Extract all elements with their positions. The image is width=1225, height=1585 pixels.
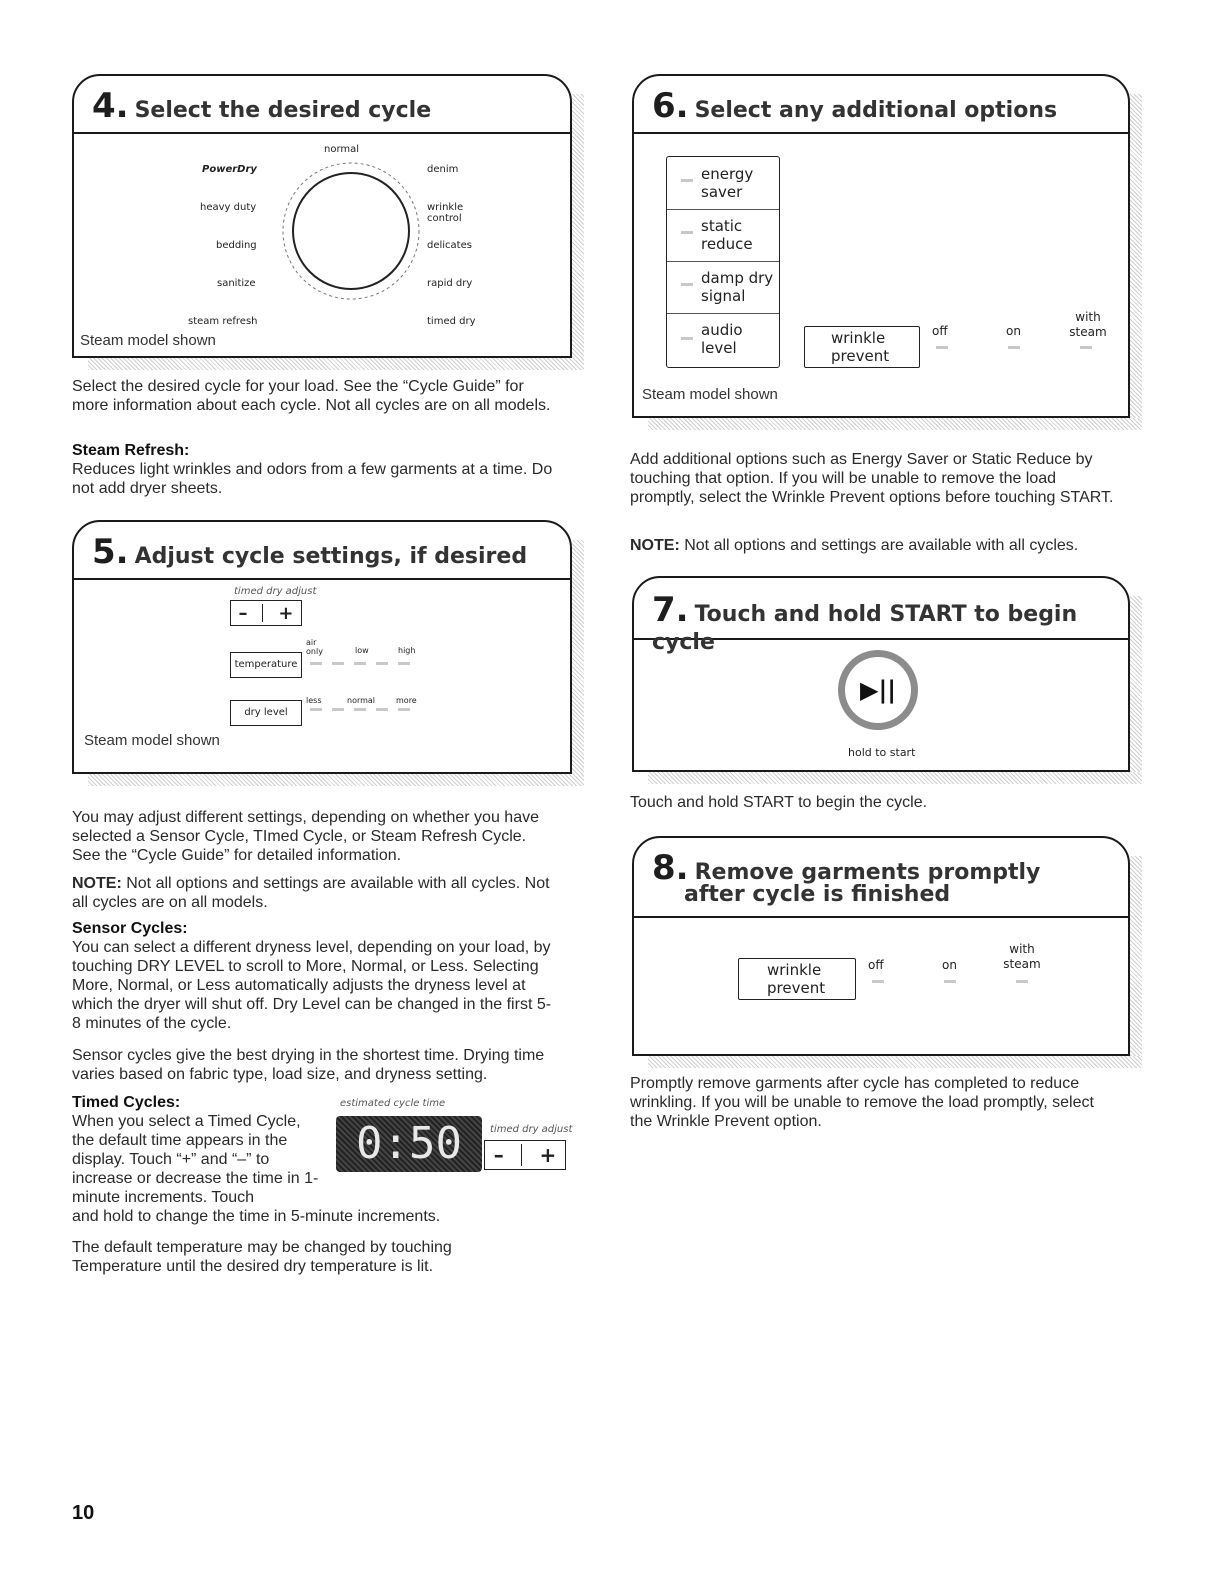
wrinkle-with-steam: with steam	[1069, 310, 1107, 339]
step-8-illustration	[634, 918, 1128, 1054]
step-7-header	[634, 578, 1128, 655]
steam-refresh-text: Reduces light wrinkles and odors from a few garments at a time. Do not add dryer sheets.	[72, 461, 553, 497]
steam-refresh-section	[72, 441, 562, 498]
step-5-note: NOTE: Not all options and settings are available with all cycles. Not all cycles are on all models.	[72, 875, 550, 911]
step-5-header	[74, 522, 570, 580]
cycle-dial-icon	[276, 156, 426, 306]
dry-less: less	[306, 696, 322, 705]
page-number: 10	[72, 1502, 95, 1524]
wrinkle-with-steam-2: with steam	[1003, 942, 1041, 971]
cycle-delicates: delicates	[427, 240, 472, 251]
timed-dry-adjust-button-2[interactable]	[484, 1140, 566, 1170]
cycle-powerdry: PowerDry	[202, 164, 257, 175]
step-6-title: 6. Select any additional options	[652, 86, 1058, 126]
step-5-intro: You may adjust different settings, depending on whether you have selected a Sensor Cycle, TImed Cycle, or Steam Refresh Cycle. See the “Cycle Guide” for detailed information.	[72, 809, 539, 864]
step-7-title: 7. Touch and hold START to begin cycle	[652, 590, 1078, 655]
minus-icon[interactable]: –	[493, 1143, 504, 1167]
note-label: NOTE:	[630, 537, 680, 554]
sensor-cycles-heading: Sensor Cycles:	[72, 920, 188, 937]
plus-icon[interactable]: +	[278, 602, 294, 624]
timed-cycles-heading: Timed Cycles:	[72, 1094, 181, 1111]
option-damp-dry-signal[interactable]: damp dry signal	[667, 261, 779, 314]
option-static-reduce[interactable]: static reduce	[667, 209, 779, 262]
step-5-title: 5. Adjust cycle settings, if desired	[92, 532, 528, 572]
step-7-start-illustration	[634, 640, 1128, 770]
cycle-wrinkle-control: wrinkle control	[427, 202, 464, 224]
wrinkle-off-2: off	[868, 958, 884, 972]
step-5-settings-illustration	[74, 580, 570, 772]
play-pause-icon: ▶||	[860, 676, 896, 704]
note-label: NOTE:	[72, 875, 122, 892]
step-7-description: Touch and hold START to begin the cycle.	[630, 794, 928, 811]
plus-icon[interactable]: +	[539, 1143, 557, 1167]
step-6-options-illustration	[634, 134, 1128, 416]
cycle-bedding: bedding	[216, 240, 257, 251]
step-4-caption: Steam model shown	[80, 332, 216, 349]
step-4-header	[74, 76, 570, 134]
wrinkle-prevent-button-2[interactable]: wrinkle prevent	[738, 958, 856, 1000]
timed-cycles-section	[72, 1093, 322, 1207]
step-8-panel	[632, 836, 1130, 1056]
cycle-denim: denim	[427, 164, 459, 175]
step-8-title: 8. Remove garments promptly	[652, 848, 1041, 888]
dry-more: more	[396, 696, 417, 705]
options-button-group	[666, 156, 780, 368]
cycle-heavy-duty: heavy duty	[200, 202, 257, 213]
step-4-description: Select the desired cycle for your load. See the “Cycle Guide” for more information about each cycle. Not all cycles are on all models.	[72, 378, 551, 414]
step-4-dial-illustration	[74, 134, 570, 356]
step-8-title-line2: after cycle is finished	[684, 882, 951, 907]
temperature-button[interactable]: temperature	[230, 652, 302, 678]
temp-air-only: air only	[306, 638, 323, 656]
step-8-description: Promptly remove garments after cycle has completed to reduce wrinkling. If you will be unable to remove the load promptly, select the Wrinkle Prevent option.	[630, 1075, 1094, 1130]
estimated-cycle-time-label: estimated cycle time	[340, 1098, 446, 1109]
timed-dry-adjust-label-2: timed dry adjust	[490, 1124, 573, 1135]
wrinkle-on: on	[1006, 324, 1021, 338]
step-8-header	[634, 838, 1128, 918]
time-display: 0:50	[336, 1116, 482, 1172]
minus-icon[interactable]: –	[238, 602, 248, 624]
timed-dry-adjust-label: timed dry adjust	[234, 586, 317, 597]
step-6-description: Add additional options such as Energy Saver or Static Reduce by touching that option. If you will be unable to remove the load promptly, select the Wrinkle Prevent options before touching START.	[630, 451, 1114, 506]
step-6-header	[634, 76, 1128, 134]
step-5-caption: Steam model shown	[84, 732, 220, 749]
option-audio-level[interactable]: audio level	[667, 313, 779, 367]
dry-normal: normal	[347, 696, 376, 705]
wrinkle-off: off	[932, 324, 948, 338]
wrinkle-on-2: on	[942, 958, 957, 972]
step-5-panel	[72, 520, 572, 774]
wrinkle-prevent-button[interactable]: wrinkle prevent	[804, 326, 920, 368]
cycle-steam-refresh: steam refresh	[188, 316, 258, 327]
timed-cycles-text-b: and hold to change the time in 5-minute increments.	[72, 1208, 441, 1225]
cycle-normal: normal	[324, 144, 360, 155]
temperature-text: The default temperature may be changed by touching Temperature until the desired dry temperature is lit.	[72, 1239, 452, 1275]
temp-low: low	[355, 646, 369, 655]
timed-dry-adjust-button[interactable]	[230, 600, 302, 626]
cycle-rapid-dry: rapid dry	[427, 278, 473, 289]
cycle-sanitize: sanitize	[217, 278, 256, 289]
step-6-panel	[632, 74, 1130, 418]
start-button[interactable]	[838, 650, 918, 730]
option-energy-saver[interactable]: energy saver	[667, 157, 779, 210]
dry-level-button[interactable]: dry level	[230, 700, 302, 726]
step-6-note: NOTE: Not all options and settings are available with all cycles.	[630, 537, 1079, 554]
timed-cycles-text: When you select a Timed Cycle, the default time appears in the display. Touch “+” and “–” to increase or decrease the time in 1-minute increments. Touch	[72, 1113, 319, 1206]
step-4-panel	[72, 74, 572, 358]
steam-refresh-heading: Steam Refresh:	[72, 442, 190, 459]
sensor-cycles-section	[72, 919, 554, 1033]
temp-high: high	[398, 646, 416, 655]
sensor-cycles-text-2: Sensor cycles give the best drying in the shortest time. Drying time varies based on fabric type, load size, and dryness setting.	[72, 1047, 545, 1083]
step-6-caption: Steam model shown	[642, 386, 778, 403]
step-4-title: 4. Select the desired cycle	[92, 86, 432, 126]
cycle-timed-dry: timed dry	[427, 316, 476, 327]
sensor-cycles-text: You can select a different dryness level, depending on your load, by touching DRY LEVEL to scroll to More, Normal, or Less. Selecting More, Normal, or Less automatically adjusts the dryness level at which the dryer will shut off. Dry Level can be changed in the first 5-8 minutes of the cycle.	[72, 939, 552, 1032]
step-7-panel	[632, 576, 1130, 772]
hold-to-start-label: hold to start	[848, 746, 916, 759]
